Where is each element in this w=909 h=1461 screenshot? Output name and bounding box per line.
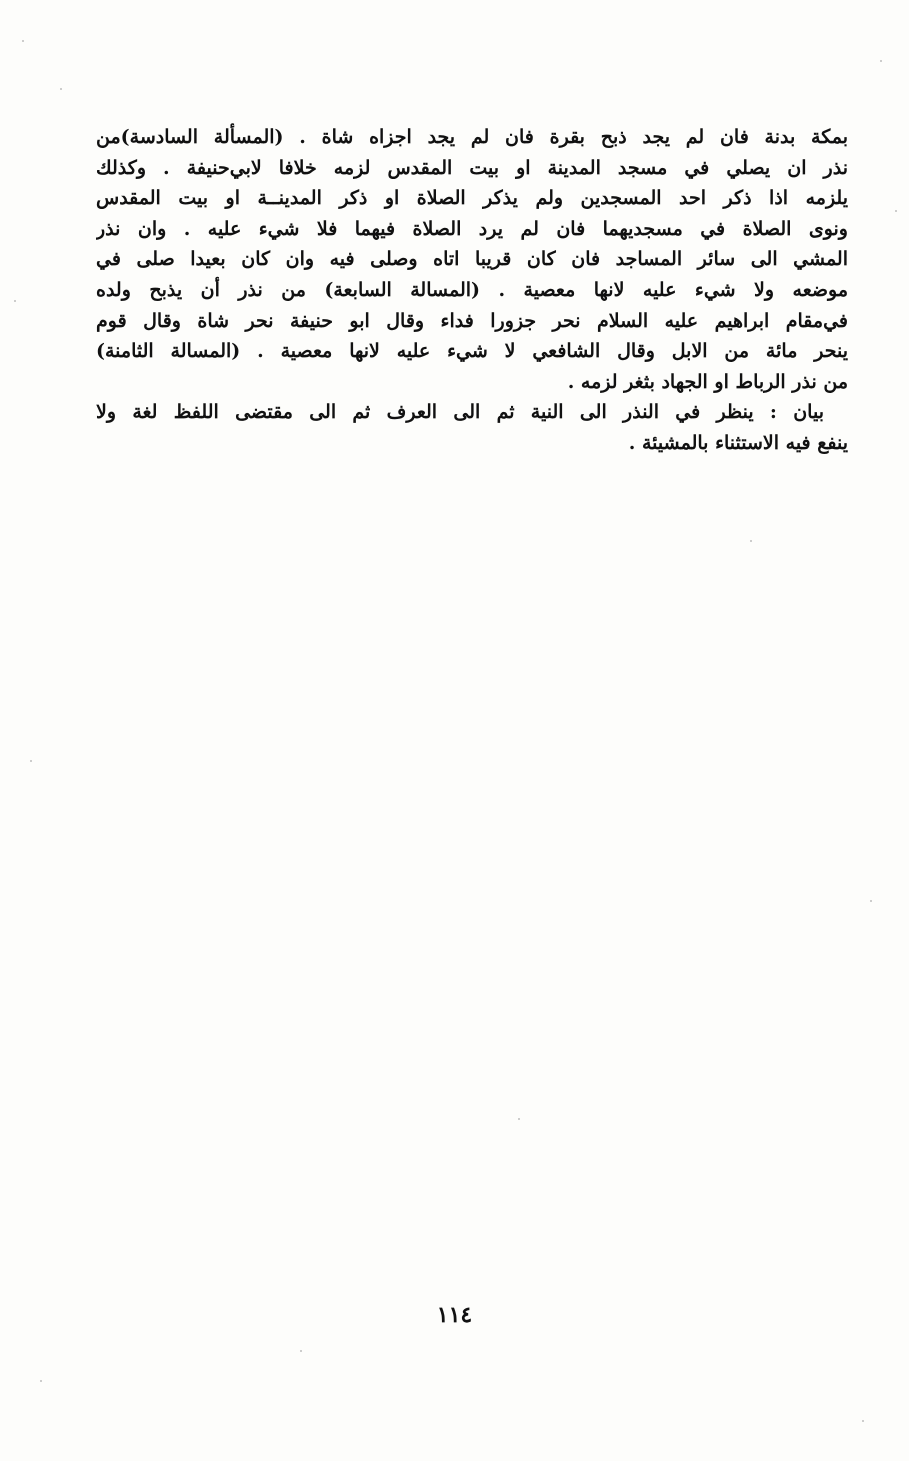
scan-speck	[22, 40, 24, 42]
scan-speck	[14, 300, 16, 302]
text-line: ونوى الصلاة في مسجديهما فان لم يرد الصلاة فيهما فلا شيء عليه . وان نذر	[96, 217, 848, 240]
text-line: بيان : ينظر في النذر الى النية ثم الى العرف ثم الى مقتضى اللفظ لغة ولا	[96, 401, 824, 424]
scan-speck	[30, 760, 32, 762]
text-line: ينحر مائة من الابل وقال الشافعي لا شيء عليه لانها معصية . (المسالة الثامنة)	[96, 340, 848, 363]
text-line: يلزمه اذا ذكر احد المسجدين ولم يذكر الصلاة او ذكر المدينــة او بيت المقدس	[96, 187, 848, 210]
scan-speck	[750, 540, 752, 542]
page-number: ١١٤	[436, 1302, 473, 1328]
scan-speck	[40, 1380, 42, 1382]
text-line: بمكة بدنة فان لم يجد ذبح بقرة فان لم يجد اجزاه شاة . (المسألة السادسة)من	[96, 126, 848, 148]
text-line: موضعه ولا شيء عليه لانها معصية . (المسالة السابعة) من نذر أن يذبح ولده	[96, 278, 848, 301]
scan-speck	[518, 1118, 520, 1120]
text-line: في‌مقام ابراهيم عليه السلام نحر جزورا فداء وقال ابو حنيفة نحر شاة وقال قوم	[96, 309, 848, 332]
text-line: ينفع فيه الاستثناء بالمشيئة .	[628, 431, 848, 454]
scan-speck	[880, 60, 882, 62]
body-text	[96, 122, 848, 459]
scan-speck	[60, 88, 62, 90]
scan-speck	[895, 210, 897, 212]
scan-speck	[862, 1420, 864, 1422]
text-line: نذر ان يصلي في مسجد المدينة او بيت المقدس لزمه خلافا لابي‌حنيفة . وكذلك	[96, 156, 848, 179]
text-line: من نذر الرباط او الجهاد بثغر لزمه .	[567, 370, 848, 393]
text-line: المشي الى سائر المساجد فان كان قريبا اتاه وصلى فيه وان كان بعيدا صلى في	[96, 248, 848, 271]
scan-speck	[870, 900, 872, 902]
scan-speck	[300, 1350, 302, 1352]
